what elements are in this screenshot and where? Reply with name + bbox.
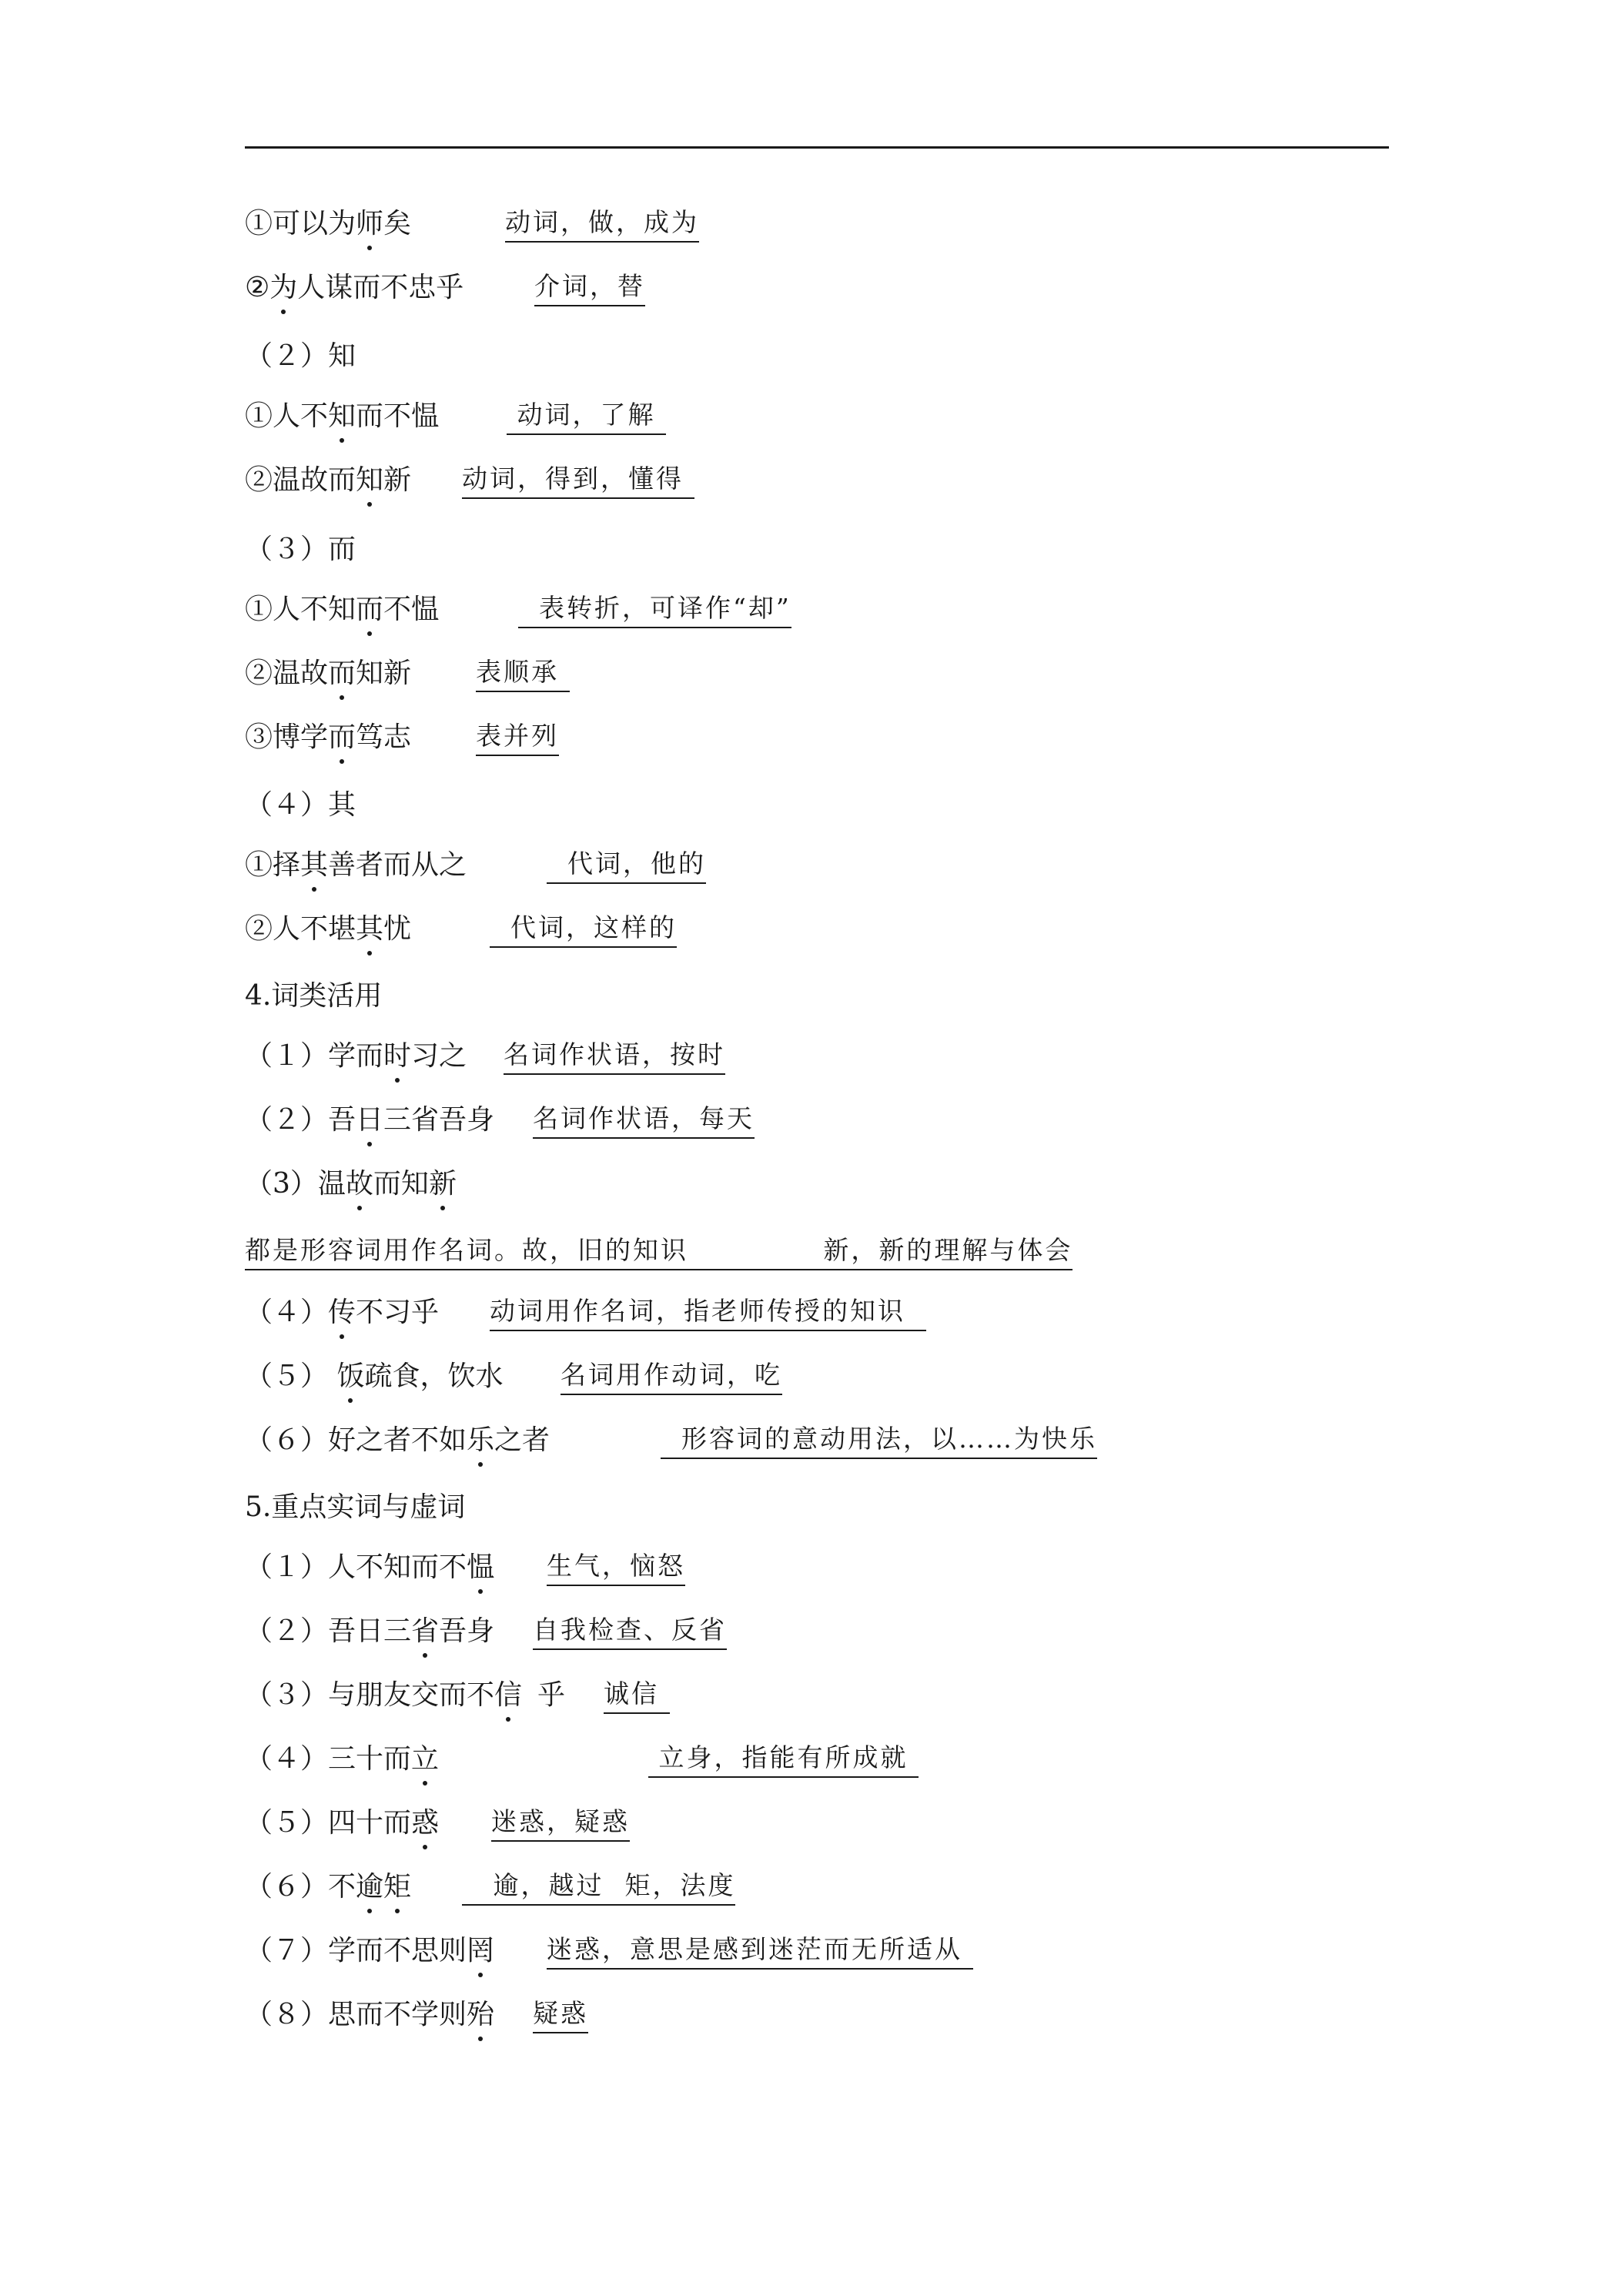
answer-text: 名词作状语，按时 xyxy=(504,1036,725,1075)
question-text xyxy=(245,718,411,758)
question-text xyxy=(245,590,439,630)
question-text xyxy=(245,654,411,694)
question-pre: ①人不知 xyxy=(245,594,356,625)
question-text xyxy=(245,909,411,949)
answer-text: 介词，替 xyxy=(534,268,645,306)
question-pre: （２）吾日三 xyxy=(245,1615,412,1647)
emphasized-char: 而 xyxy=(328,654,356,694)
answer-text: 动词，了解 xyxy=(507,397,666,435)
answer-text: 表顺承 xyxy=(476,654,570,692)
question-text xyxy=(245,1293,439,1333)
question-text xyxy=(245,1548,494,1588)
answer-text: 动词，得到，懂得 xyxy=(462,460,694,499)
subheading: （３）而 xyxy=(245,534,356,565)
emphasized-char: 日 xyxy=(356,1100,383,1140)
question-pre: （８）思而不学则 xyxy=(245,1999,467,2030)
answer-text: 形容词的意动用法，以……为快乐 xyxy=(661,1421,1097,1459)
emphasized-char: 新 xyxy=(429,1164,457,1204)
question-pre: ①人不 xyxy=(245,400,329,432)
question-pre: （５） xyxy=(245,1361,337,1392)
question-text xyxy=(245,1803,439,1843)
question-post: 笃志 xyxy=(356,721,412,753)
emphasized-char: 故 xyxy=(346,1164,373,1204)
answer-text: 迷惑，疑惑 xyxy=(491,1803,630,1842)
header-rule xyxy=(245,146,1389,149)
emphasized-char: 知 xyxy=(356,460,383,500)
emphasized-char: 省 xyxy=(411,1612,439,1652)
answer-text: 动词，做，成为 xyxy=(505,204,699,243)
question-pre: （１）人不知而不 xyxy=(245,1551,467,1583)
answer-text: 代词，他的 xyxy=(547,845,706,884)
question-post: 新 xyxy=(383,464,412,496)
question-pre: （４）三十而 xyxy=(245,1743,412,1775)
question-text xyxy=(245,1995,494,2035)
answer-text: 表并列 xyxy=(476,718,559,756)
question-text xyxy=(245,1036,467,1076)
question-post: 人谋而不忠乎 xyxy=(297,272,464,303)
question-text xyxy=(245,1739,439,1779)
emphasized-char: 饭 xyxy=(336,1357,364,1397)
question-text xyxy=(245,204,411,244)
emphasized-char: 信 xyxy=(494,1675,522,1715)
question-text xyxy=(245,1100,494,1140)
emphasized-char: 其 xyxy=(300,845,328,885)
emphasized-char: 愠 xyxy=(467,1548,494,1588)
question-pre: （６）好之者不如 xyxy=(245,1424,467,1456)
question-text xyxy=(245,268,463,308)
question-pre: （５）四十而 xyxy=(245,1807,412,1839)
question-post: 三省吾身 xyxy=(383,1104,495,1136)
emphasized-char: 殆 xyxy=(467,1995,494,2035)
emphasized-char: 其 xyxy=(356,909,383,949)
subheading: （４）其 xyxy=(245,789,356,821)
question-post: 吾身 xyxy=(439,1615,495,1647)
emphasized-char: 而 xyxy=(356,590,383,630)
answer-text: 生气，恼怒 xyxy=(547,1548,685,1586)
emphasized-char: 传 xyxy=(328,1293,356,1333)
answer-text: 动词用作名词，指老师传授的知识 xyxy=(490,1293,926,1331)
question-text xyxy=(245,845,467,885)
question-text xyxy=(245,1421,550,1461)
question-post: 习之 xyxy=(411,1040,467,1072)
question-text xyxy=(245,1867,411,1907)
question-pre: ②温故而 xyxy=(245,464,356,496)
question-text xyxy=(245,1164,457,1204)
answer-text: 代词，这样的 xyxy=(490,909,677,948)
emphasized-char: 逾 xyxy=(356,1867,383,1907)
question-pre: ② xyxy=(245,272,270,303)
question-post: 疏食，饮水 xyxy=(364,1361,504,1392)
answer-text: 都是形容词用作名词。故，旧的知识 新，新的理解与体会 xyxy=(245,1232,1073,1270)
emphasized-char: 师 xyxy=(356,204,383,244)
question-text xyxy=(245,460,411,500)
answer-text: 名词作状语，每天 xyxy=(533,1100,755,1139)
section-heading: 5.重点实词与虚词 xyxy=(245,1491,466,1523)
question-pre: （７）学而不思则 xyxy=(245,1935,467,1966)
emphasized-char: 罔 xyxy=(467,1931,494,1971)
answer-text: 自我检查、反省 xyxy=(533,1612,727,1650)
subheading: （２）知 xyxy=(245,340,356,372)
question-pre: （3）温 xyxy=(245,1168,346,1200)
emphasized-char: 矩 xyxy=(383,1867,411,1907)
question-pre: ②人不堪 xyxy=(245,913,356,945)
answer-text: 迷惑，意思是感到迷茫而无所适从 xyxy=(547,1931,973,1970)
question-pre: ①可以为 xyxy=(245,208,356,239)
question-pre: （６）不 xyxy=(245,1871,356,1903)
section-heading: 4.词类活用 xyxy=(245,980,383,1012)
question-pre: （２）吾 xyxy=(245,1104,356,1136)
question-post: 矣 xyxy=(383,208,412,239)
answer-text: 诚信 xyxy=(604,1675,670,1714)
question-post: 不习乎 xyxy=(356,1297,440,1328)
answer-text: 疑惑 xyxy=(533,1995,588,2033)
question-post: 善者而从之 xyxy=(328,849,467,881)
question-pre: （１）学而 xyxy=(245,1040,384,1072)
emphasized-char: 乐 xyxy=(467,1421,494,1461)
question-pre: （４） xyxy=(245,1297,329,1328)
answer-text: 表转折，可译作“却” xyxy=(518,590,791,628)
question-pre: ③博学 xyxy=(245,721,329,753)
question-pre: （３）与朋友交而不 xyxy=(245,1679,495,1711)
emphasized-char: 惑 xyxy=(411,1803,439,1843)
question-text xyxy=(245,1612,494,1652)
answer-text: 名词用作动词，吃 xyxy=(561,1357,782,1395)
question-mid: 而知 xyxy=(373,1168,429,1200)
question-text xyxy=(245,1675,565,1715)
question-text xyxy=(245,1357,503,1397)
question-post: 忧 xyxy=(383,913,412,945)
question-pre: ①择 xyxy=(245,849,301,881)
question-pre: ②温故 xyxy=(245,658,329,689)
emphasized-char: 立 xyxy=(411,1739,439,1779)
question-post: 知新 xyxy=(356,658,412,689)
answer-text: 逾，越过 矩，法度 xyxy=(462,1867,735,1906)
question-text xyxy=(245,397,439,437)
question-post: 乎 xyxy=(537,1679,566,1711)
emphasized-char: 而 xyxy=(328,718,356,758)
answer-text: 立身，指能有所成就 xyxy=(648,1739,919,1778)
question-post: 而不愠 xyxy=(356,400,440,432)
emphasized-char: 知 xyxy=(328,397,356,437)
question-post: 不愠 xyxy=(383,594,440,625)
emphasized-char: 为 xyxy=(269,268,297,308)
question-post: 之者 xyxy=(494,1424,550,1456)
question-text xyxy=(245,1931,494,1971)
emphasized-char: 时 xyxy=(383,1036,411,1076)
